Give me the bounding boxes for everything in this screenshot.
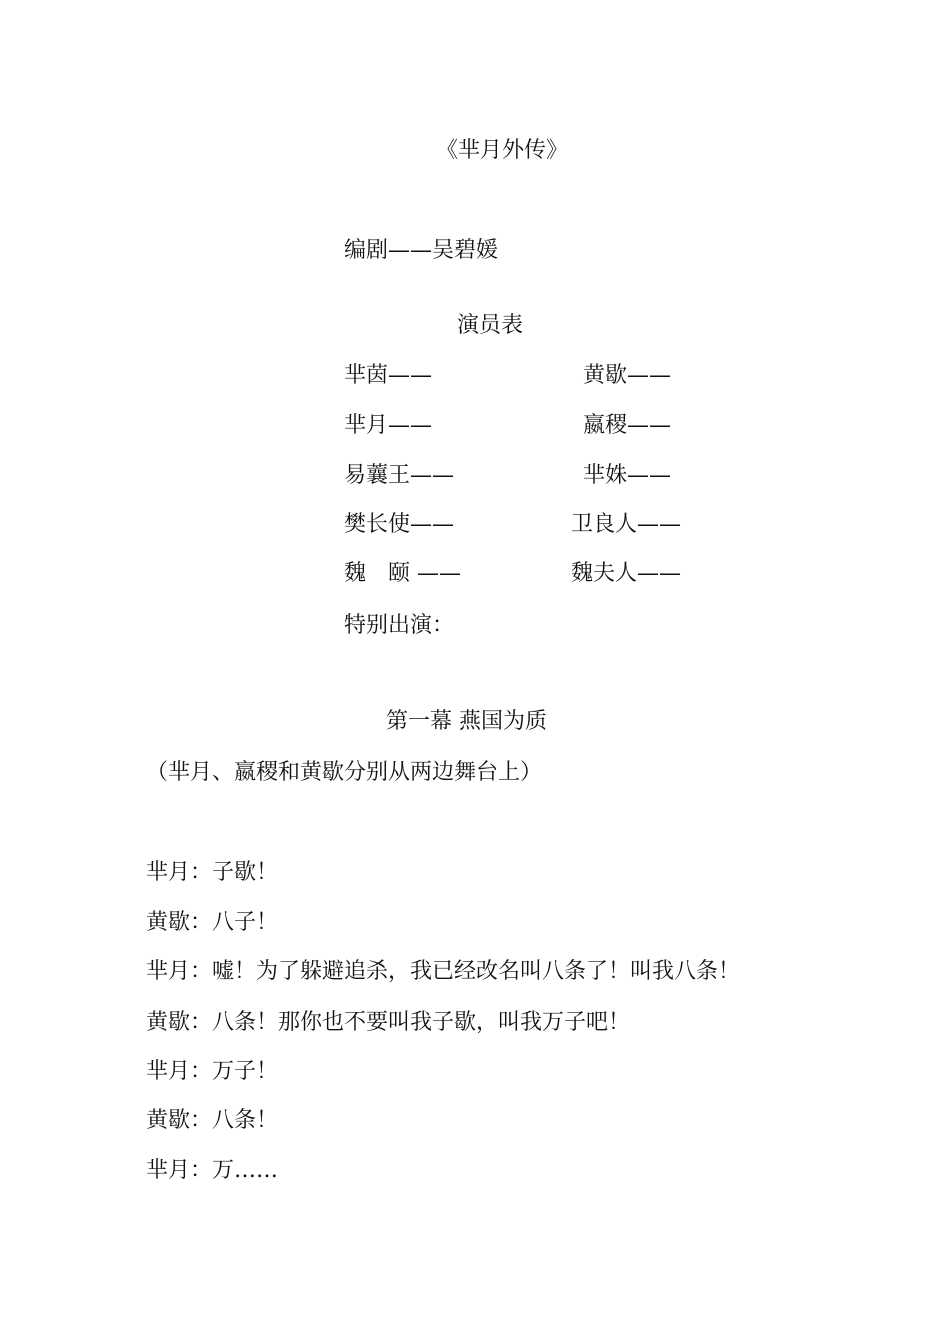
author-line: 编剧——吴碧媛 <box>344 238 499 263</box>
special-appearance-label: 特别出演： <box>344 613 455 638</box>
cast-left-item: 易蘘王—— <box>344 463 455 488</box>
cast-left-item: 芈茵—— <box>344 363 433 388</box>
cast-right-item: 嬴稷—— <box>583 413 672 438</box>
cast-left-item: 魏 颐 —— <box>344 561 461 586</box>
dialogue-line: 芈月：万子！ <box>146 1059 279 1084</box>
cast-right-item: 芈姝—— <box>583 463 672 488</box>
cast-left-item: 芈月—— <box>344 413 433 438</box>
cast-heading: 演员表 <box>457 313 524 338</box>
act-title: 第一幕 燕国为质 <box>386 709 547 734</box>
play-title: 《芈月外传》 <box>436 138 569 163</box>
cast-right-item: 卫良人—— <box>571 512 682 537</box>
stage-direction: （芈月、嬴稷和黄歇分别从两边舞台上） <box>146 760 543 785</box>
dialogue-line: 芈月：万…… <box>146 1158 279 1183</box>
dialogue-line: 黄歇：八子！ <box>146 910 279 935</box>
dialogue-line: 芈月：嘘！为了躲避追杀，我已经改名叫八条了！叫我八条！ <box>146 959 741 984</box>
dialogue-line: 黄歇：八条！ <box>146 1108 279 1133</box>
dialogue-line: 黄歇：八条！那你也不要叫我子歇，叫我万子吧！ <box>146 1010 631 1035</box>
cast-right-item: 黄歇—— <box>583 363 672 388</box>
cast-left-item: 樊长使—— <box>344 512 455 537</box>
dialogue-line: 芈月：子歇！ <box>146 860 279 885</box>
cast-right-item: 魏夫人—— <box>571 561 682 586</box>
